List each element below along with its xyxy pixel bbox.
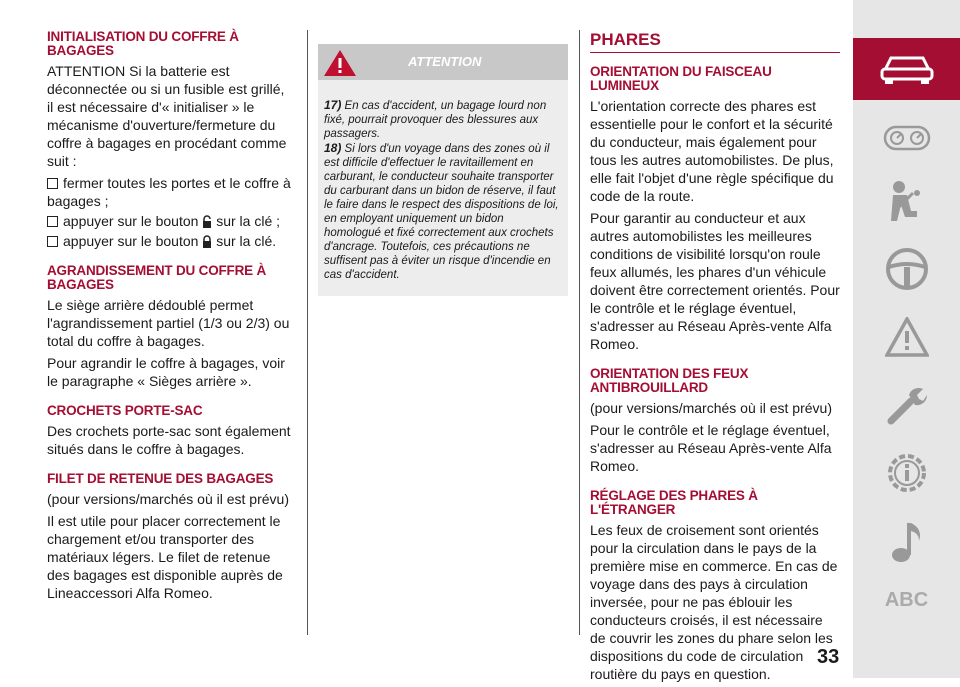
car-icon <box>879 52 935 86</box>
sidebar-item-maintenance[interactable] <box>853 380 960 430</box>
bullet-item: appuyer sur le bouton sur la clé ; <box>47 212 292 230</box>
lock-open-icon <box>202 215 212 228</box>
column-divider <box>307 30 308 635</box>
warning-panel <box>318 30 568 296</box>
sidebar-item-dashboard[interactable] <box>853 118 960 158</box>
checkbox-bullet-icon <box>47 178 58 189</box>
trunk-expand-text-1: Le siège arrière dédoublé permet l'agrandissement partiel (1/3 ou 2/3) ou total du coffre à bagages. <box>47 297 290 349</box>
info-gear-icon <box>884 450 930 496</box>
abroad-text: Les feux de croisement sont orientés pour la circulation dans le pays de la première mise en commerce. En cas de voyage dans des pays à circulation inversée, pour ne pas éblouir les conducteurs croisés, il est nécessaire de couvrir les zones du phare selon les dispositions du code de circulation routière du pays en question. <box>590 522 838 682</box>
heading-beam-orientation: ORIENTATION DU FAISCEAU LUMINEUX <box>590 64 772 93</box>
warning-triangle-icon <box>885 317 929 357</box>
bullet-item: appuyer sur le bouton sur la clé. <box>47 232 292 250</box>
sidebar-item-emergency[interactable] <box>853 312 960 362</box>
beam-orientation-text-2: Pour garantir au conducteur et aux autres automobilistes les meilleures conditions de visibilité lorsqu'on roule feux allumés, les phares d'un véhicule doivent être correctement orientés. Pour le contrôle et le réglage éventuel, s'adresser au Réseau Après-vente Alfa Romeo. <box>590 210 840 352</box>
fog-lights-note: (pour versions/marchés où il est prévu) <box>590 400 832 416</box>
beam-orientation-text-1: L'orientation correcte des phares est essentielle pour le confort et la sécurité du conducteur, mais également pour tous les autres automobilistes. De plus, elle fait l'objet d'une règle spécifique du code de la route. <box>590 98 834 204</box>
warning-body <box>318 80 568 296</box>
lock-closed-icon <box>202 235 212 248</box>
heading-fog-lights: ORIENTATION DES FEUX ANTIBROUILLARD <box>590 366 749 395</box>
heading-bag-hooks: CROCHETS PORTE-SAC <box>47 403 203 418</box>
sidebar-item-multimedia[interactable] <box>853 516 960 566</box>
sidebar-item-car[interactable] <box>853 38 960 100</box>
heading-luggage-net: FILET DE RETENUE DES BAGAGES <box>47 471 274 486</box>
warning-item-18: 18) Si lors d'un voyage dans des zones où il est difficile d'effectuer le ravitaillement en carburant, le conducteur souhaite transporter du carburant dans un bidon de réserve, il faut le faire dans le respect des dispositions de loi, en employant uniquement un bidon homologué et fixé correctement aux crochets d'ancrage. Toutefois, ces précautions ne suffisent pas à éviter un risque d'incendie en cas d'accident. <box>324 141 559 281</box>
heading-abroad: RÉGLAGE DES PHARES À L'ÉTRANGER <box>590 488 758 517</box>
wrench-icon <box>885 383 929 427</box>
section-title-headlights: PHARES <box>590 30 840 53</box>
left-column <box>47 30 292 606</box>
chapter-sidebar <box>853 0 960 678</box>
bullet-item: fermer toutes les portes et le coffre à bagages ; <box>47 175 291 209</box>
seatbelt-person-icon <box>887 179 927 223</box>
page-number: 33 <box>817 646 840 668</box>
warning-triangle-icon <box>322 48 358 78</box>
checkbox-bullet-icon <box>47 236 58 247</box>
checkbox-bullet-icon <box>47 216 58 227</box>
heading-trunk-init: INITIALISATION DU COFFRE À BAGAGES <box>47 29 239 58</box>
steering-wheel-icon <box>885 247 929 291</box>
fog-lights-text: Pour le contrôle et le réglage éventuel, s'adresser au Réseau Après-vente Alfa Romeo. <box>590 422 832 474</box>
trunk-init-text: ATTENTION Si la batterie est déconnectée ou si un fusible est grillé, il est nécessaire d'« initialiser » le mécanisme d'ouverture/fermeture du coffre à bagages en procédant comme suit : <box>47 63 287 169</box>
bag-hooks-text: Des crochets porte-sac sont également situés dans le coffre à bagages. <box>47 423 291 457</box>
heading-trunk-expand: AGRANDISSEMENT DU COFFRE À BAGAGES <box>47 263 267 292</box>
luggage-net-text: Il est utile pour placer correctement le chargement et/ou transporter des matériaux légers. Le filet de retenue des bagages est disponible auprès de Lineaccessori Alfa Romeo. <box>47 513 283 601</box>
luggage-net-note: (pour versions/marchés où il est prévu) <box>47 491 289 507</box>
right-column <box>590 30 840 687</box>
trunk-expand-text-2: Pour agrandir le coffre à bagages, voir le paragraphe « Sièges arrière ». <box>47 355 285 389</box>
sidebar-item-driving[interactable] <box>853 244 960 294</box>
sidebar-item-safety[interactable] <box>853 176 960 226</box>
music-note-icon <box>889 519 925 563</box>
warning-item-17: 17) En cas d'accident, un bagage lourd non fixé, pourrait provoquer des blessures aux passagers. <box>324 98 547 140</box>
sidebar-item-technical-data[interactable] <box>853 446 960 500</box>
sidebar-item-index[interactable]: ABC <box>884 588 929 611</box>
warning-title: ATTENTION <box>408 54 482 69</box>
column-divider <box>579 30 580 635</box>
dashboard-icon <box>883 125 931 151</box>
warning-header <box>318 44 568 80</box>
